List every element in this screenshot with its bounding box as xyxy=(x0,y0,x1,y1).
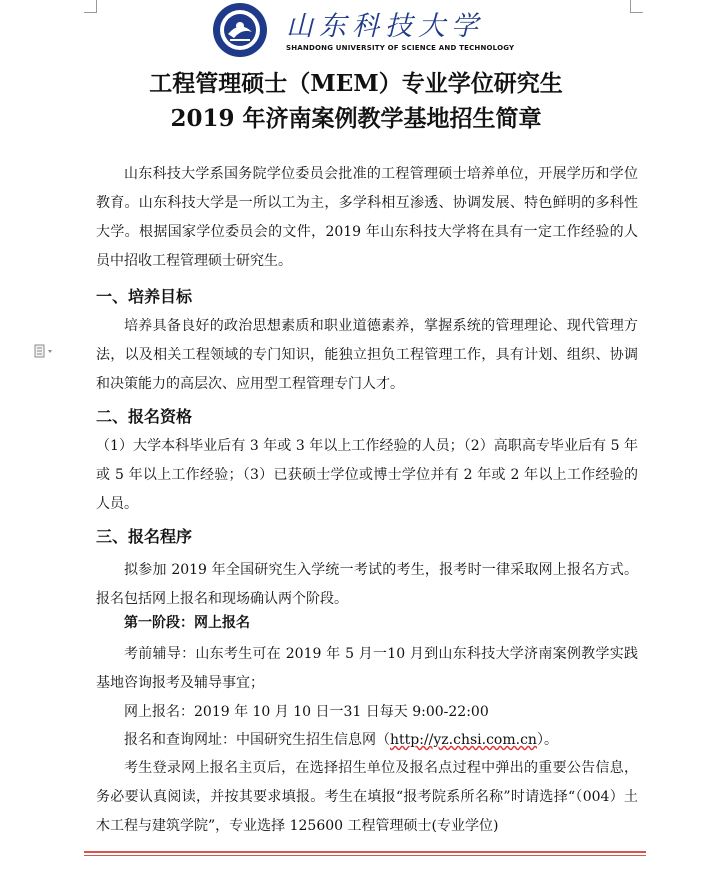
section-heading-procedure: 三、报名程序 xyxy=(96,527,193,546)
paste-options-icon[interactable] xyxy=(34,344,56,358)
section-heading-eligibility: 二、报名资格 xyxy=(96,407,193,426)
registration-site-suffix: ）。 xyxy=(536,732,558,748)
university-header xyxy=(212,2,515,58)
document-title-line2: 2019 年济南案例教学基地招生简章 xyxy=(170,105,542,132)
phase1-heading: 第一阶段：网上报名 xyxy=(124,615,250,631)
bottom-red-rule-thin xyxy=(84,855,646,856)
brand-chinese-name: 山东科技大学 xyxy=(286,11,484,42)
registration-site-line xyxy=(124,726,558,755)
registration-site-prefix: 报名和查询网址：中国研究生招生信息网（ xyxy=(124,732,390,748)
training-paragraph: 培养具备良好的政治思想素质和职业道德素养，掌握系统的管理理论、现代管理方法，以及相关工程领域的专门知识，能独立担负工程管理工作，具有计划、组织、协调和决策能力的高层次、应用型工程管理专门人才。 xyxy=(96,318,638,392)
counseling-paragraph: 考前辅导：山东考生可在 2019 年 5 月一10 月到山东科技大学济南案例教学实践基地咨询报考及辅导事宜； xyxy=(96,646,638,691)
bottom-red-rule xyxy=(84,851,646,853)
registration-site-link[interactable]: http://yz.chsi.com.cn xyxy=(390,732,537,748)
section-heading-training: 一、培养目标 xyxy=(96,287,193,306)
notice-paragraph: 考生登录网上报名主页后，在选择招生单位及报名点过程中弹出的重要公告信息，务必要认真阅读，并按其要求填报。考生在填报“报考院系所名称”时请选择“（004）土木工程与建筑学院”，专业选择 125600 工程管理硕士(专业学位) xyxy=(96,760,638,834)
intro-paragraph: 山东科技大学系国务院学位委员会批准的工程管理硕士培养单位，开展学历和学位教育。山东科技大学是一所以工为主，多学科相互渗透、协调发展、特色鲜明的多科性大学。根据国家学位委员会的文件，2019 年山东科技大学将在具有一定工作经验的人员中招收工程管理硕士研究生。 xyxy=(96,166,638,269)
document-title-line1: 工程管理硕士（MEM）专业学位研究生 xyxy=(149,70,563,97)
university-logo-icon xyxy=(212,2,268,58)
online-registration-period: 网上报名：2019 年 10 月 10 日一31 日每天 9:00-22:00 xyxy=(124,704,489,720)
page-corner-mark xyxy=(630,0,643,13)
procedure-paragraph: 拟参加 2019 年全国研究生入学统一考试的考生，报考时一律采取网上报名方式。报名包括网上报名和现场确认两个阶段。 xyxy=(96,562,638,607)
page-corner-mark xyxy=(84,0,97,13)
brand-english-name: SHANDONG UNIVERSITY OF SCIENCE AND TECHNOLOGY xyxy=(286,44,515,52)
eligibility-paragraph: （1）大学本科毕业后有 3 年或 3 年以上工作经验的人员；（2）高职高专毕业后有 5 年或 5 年以上工作经验；（3）已获硕士学位或博士学位并有 2 年或 2 年以上工作经验的人员。 xyxy=(96,438,638,512)
